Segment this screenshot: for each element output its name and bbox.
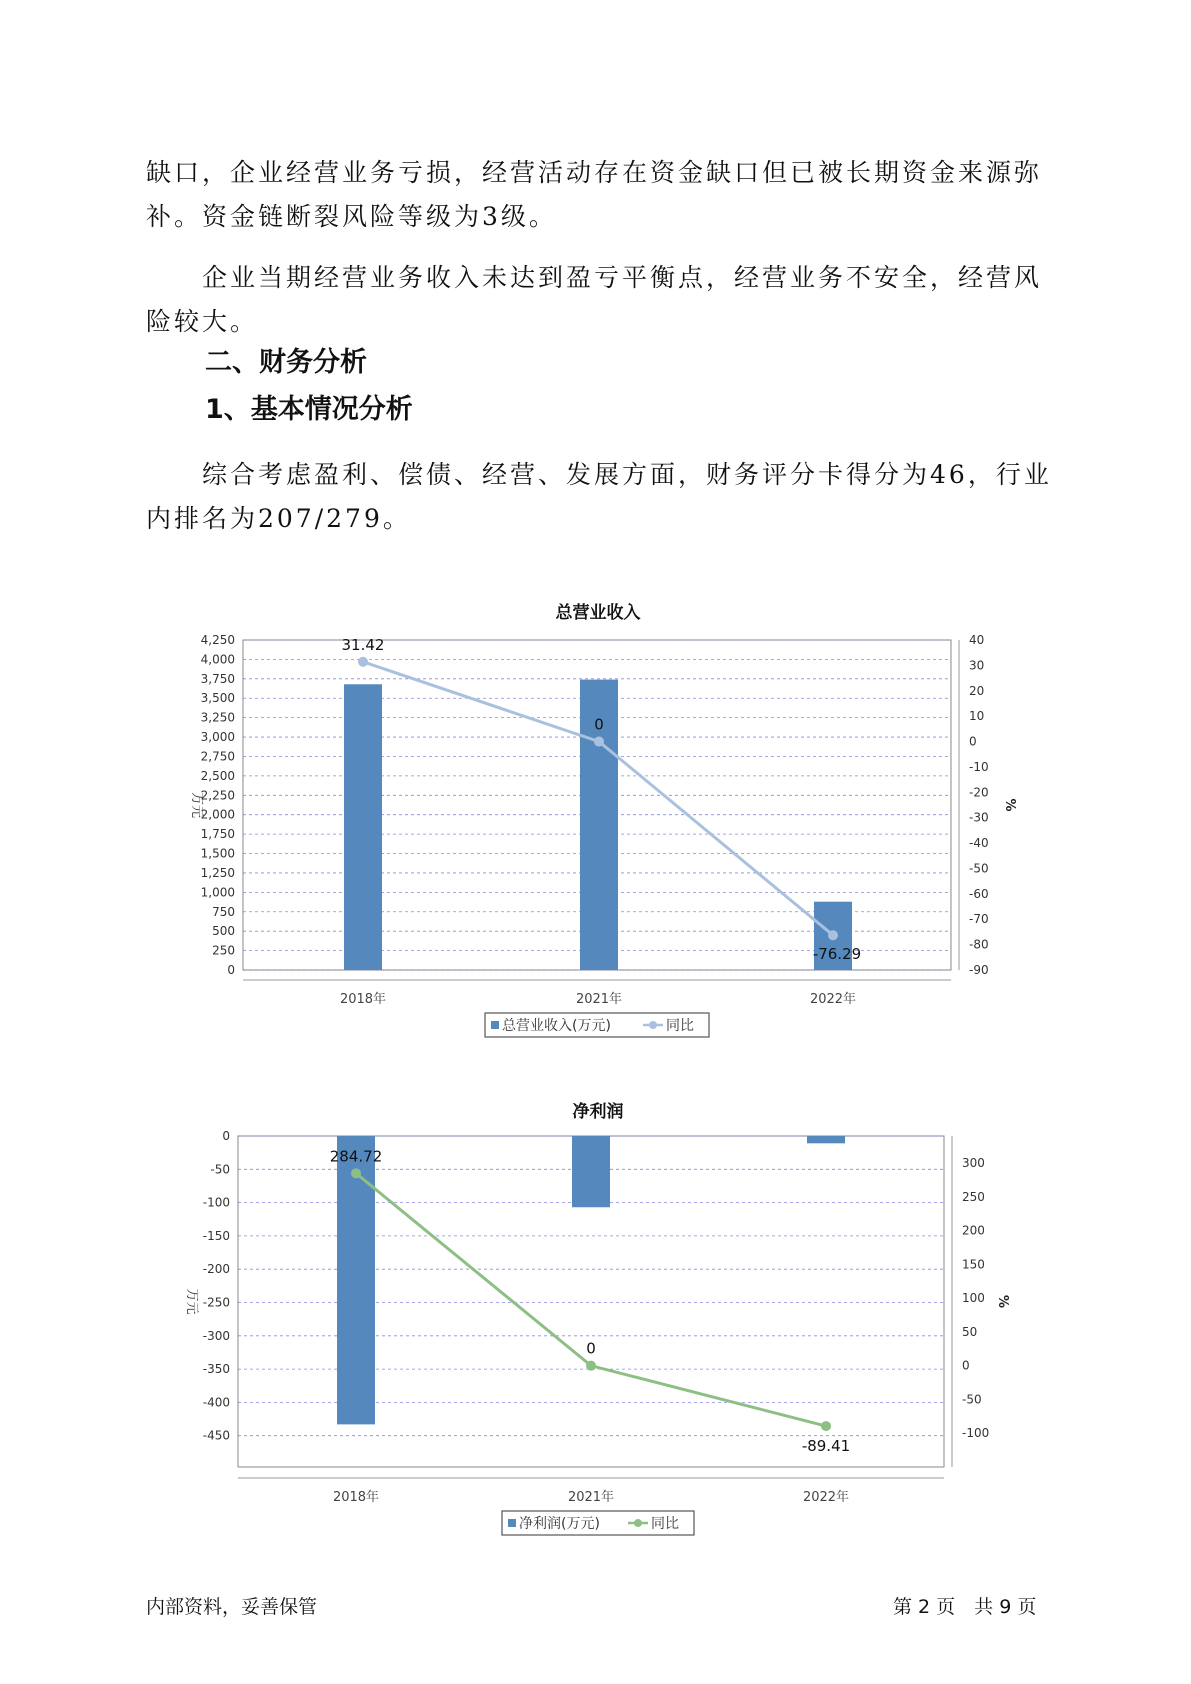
bar <box>344 684 382 970</box>
y-axis-title: 万元 <box>189 791 204 819</box>
y2-axis-title: % <box>995 1294 1010 1309</box>
y-tick-label: 500 <box>212 924 235 939</box>
y-tick-label: 1,500 <box>200 846 235 861</box>
y2-tick-label: 200 <box>962 1223 985 1238</box>
chart-revenue <box>0 620 1191 1070</box>
chart-title-revenue: 总营业收入 <box>555 603 641 623</box>
y2-tick-label: 30 <box>969 658 985 673</box>
data-label: -89.41 <box>801 1437 851 1456</box>
y-tick-label: 2,500 <box>200 768 235 783</box>
legend-line-label: 同比 <box>666 1018 694 1034</box>
text-line: 企业当期经营业务收入未达到盈亏平衡点，经营业务不安全，经营风 <box>202 263 1043 292</box>
series-line <box>356 1173 826 1426</box>
y2-tick-label: -50 <box>962 1392 982 1407</box>
bar <box>337 1136 375 1424</box>
paragraph-scorecard <box>146 453 1052 541</box>
y-tick-label: 250 <box>212 943 235 958</box>
y-tick-label: 1,250 <box>200 865 235 880</box>
chart-net-profit <box>0 1120 1191 1550</box>
x-tick-label: 2022年 <box>802 1490 850 1505</box>
y2-tick-label: 50 <box>962 1324 978 1339</box>
y2-tick-label: -70 <box>969 912 989 927</box>
y-tick-label: 3,750 <box>200 671 235 686</box>
section-heading: 二、财务分析 <box>205 347 367 378</box>
x-tick-label: 2021年 <box>575 992 623 1007</box>
data-label: 284.72 <box>329 1147 383 1166</box>
y-tick-label: 750 <box>212 904 235 919</box>
legend-bar-swatch <box>508 1519 516 1527</box>
y-tick-label: 4,000 <box>200 652 235 667</box>
text-line: 内排名为207/279。 <box>146 504 411 533</box>
paragraph-funding-gap <box>146 151 1046 239</box>
y-tick-label: 1,750 <box>200 827 235 842</box>
y-axis-title: 万元 <box>184 1288 199 1315</box>
x-tick-label: 2018年 <box>332 1490 380 1505</box>
data-label: -76.29 <box>812 945 862 964</box>
y2-tick-label: 100 <box>962 1291 985 1306</box>
y-tick-label: 0 <box>227 963 235 977</box>
data-label: 0 <box>594 715 604 734</box>
data-point <box>358 657 368 667</box>
data-point <box>594 737 604 747</box>
y2-axis-title: % <box>1002 798 1017 812</box>
y2-tick-label: -20 <box>969 785 989 800</box>
x-tick-label: 2021年 <box>567 1490 615 1505</box>
y2-tick-label: 150 <box>962 1257 985 1272</box>
y2-tick-label: 300 <box>962 1156 985 1171</box>
legend-line-marker <box>634 1519 642 1527</box>
y2-tick-label: 0 <box>969 734 977 749</box>
y-tick-label: 2,000 <box>200 807 235 822</box>
y-tick-label: -300 <box>202 1328 230 1343</box>
footer-page-number: 第 2 页 共 9 页 <box>893 1596 1037 1618</box>
y2-tick-label: 40 <box>969 633 985 647</box>
data-label: 31.42 <box>341 635 385 654</box>
legend-bar-label: 总营业收入(万元) <box>502 1018 611 1034</box>
legend-line-label: 同比 <box>651 1516 679 1532</box>
text-line: 补。资金链断裂风险等级为3级。 <box>146 202 557 231</box>
y-tick-label: -150 <box>202 1228 230 1243</box>
data-point <box>828 930 838 940</box>
y-tick-label: -200 <box>202 1262 230 1277</box>
text-line: 缺口，企业经营业务亏损，经营活动存在资金缺口但已被长期资金来源弥 <box>146 158 1043 187</box>
y2-tick-label: 10 <box>969 709 985 724</box>
x-tick-label: 2018年 <box>339 992 387 1007</box>
bar <box>807 1136 845 1143</box>
y2-tick-label: -40 <box>969 836 989 851</box>
y2-tick-label: -60 <box>969 886 989 901</box>
y-tick-label: 3,500 <box>200 691 235 706</box>
y2-tick-label: 20 <box>969 683 985 698</box>
y2-tick-label: -50 <box>969 861 989 876</box>
y2-tick-label: -90 <box>969 963 989 977</box>
chart-title-net-profit: 净利润 <box>572 1102 624 1122</box>
y-tick-label: 3,250 <box>200 710 235 725</box>
y-tick-label: -250 <box>202 1295 230 1310</box>
y-tick-label: 2,750 <box>200 749 235 764</box>
y-tick-label: 3,000 <box>200 730 235 745</box>
data-point <box>351 1168 361 1178</box>
data-point <box>821 1421 831 1431</box>
y-tick-label: 4,250 <box>200 633 235 647</box>
y-tick-label: -400 <box>202 1395 230 1410</box>
legend-bar-swatch <box>491 1021 499 1029</box>
y-tick-label: -50 <box>210 1162 230 1177</box>
text-line: 险较大。 <box>146 307 259 336</box>
y2-tick-label: -30 <box>969 810 989 825</box>
footer-confidential: 内部资料，妥善保管 <box>146 1596 318 1618</box>
y2-tick-label: 0 <box>962 1358 970 1373</box>
y-tick-label: 0 <box>222 1129 230 1143</box>
subsection-heading: 1、基本情况分析 <box>205 394 413 425</box>
y2-tick-label: -100 <box>962 1426 990 1441</box>
paragraph-breakeven <box>146 256 1046 344</box>
x-tick-label: 2022年 <box>809 992 857 1007</box>
y-tick-label: -450 <box>202 1428 230 1443</box>
legend-line-marker <box>649 1021 657 1029</box>
y2-tick-label: 250 <box>962 1189 985 1204</box>
data-label: 0 <box>586 1339 596 1358</box>
data-point <box>586 1361 596 1371</box>
y2-tick-label: -10 <box>969 759 989 774</box>
bar <box>572 1136 610 1207</box>
y-tick-label: 1,000 <box>200 885 235 900</box>
y-tick-label: -100 <box>202 1195 230 1210</box>
text-line: 综合考虑盈利、偿债、经营、发展方面，财务评分卡得分为46，行业 <box>202 460 1052 489</box>
y-tick-label: -350 <box>202 1362 230 1377</box>
legend-bar-label: 净利润(万元) <box>519 1516 600 1532</box>
y2-tick-label: -80 <box>969 937 989 952</box>
y-tick-label: 2,250 <box>200 788 235 803</box>
